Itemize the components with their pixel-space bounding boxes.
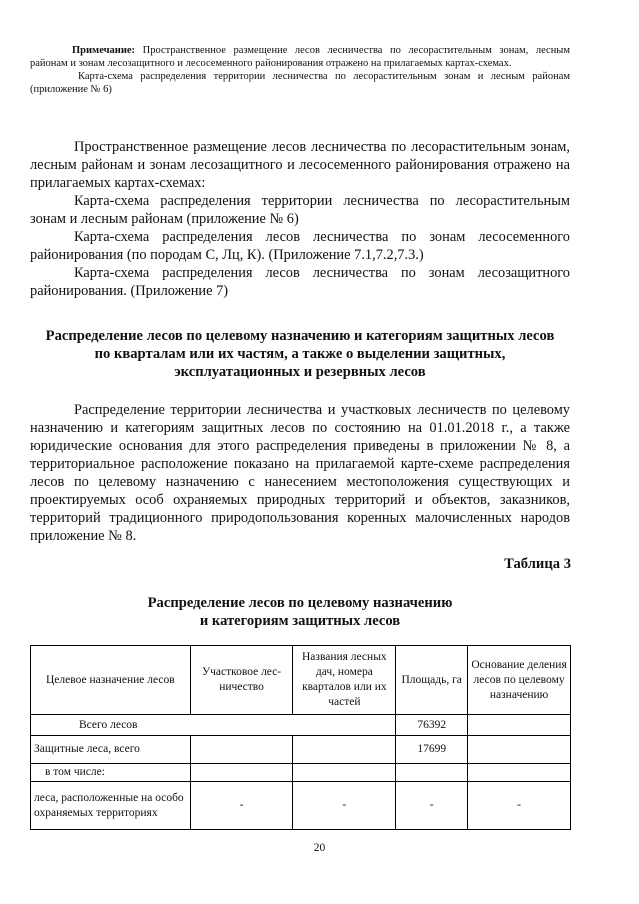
intro-paragraph-3: Карта-схема распределения лесов лесничества по зонам лесосеменного районирования (по породам С, Лц, К). (Приложение 7.1,7.2,7.3.) <box>30 229 570 263</box>
section-heading-line-2: по кварталам или их частям, а также о выделении защитных, <box>94 346 506 362</box>
section-heading-line-3: эксплуатационных и резервных лесов <box>174 364 426 380</box>
note-block <box>30 44 570 96</box>
table-row <box>31 764 571 782</box>
intro-block <box>30 138 570 300</box>
page-number: 20 <box>313 842 326 854</box>
oopt-district: - <box>190 782 293 830</box>
total-basis <box>468 715 571 736</box>
including-basis <box>468 764 571 782</box>
header-area: Площадь, га <box>396 646 468 715</box>
including-area <box>396 764 468 782</box>
including-district <box>190 764 293 782</box>
including-dachas <box>293 764 396 782</box>
intro-paragraph-2: Карта-схема распределения территории лесничества по лесорастительным зонам и лесным районам (приложение № 6) <box>30 193 570 227</box>
oopt-area: - <box>396 782 468 830</box>
note-text: Пространственное размещение лесов лесничества по лесорастительным зонам, лесным районам и зонам лесозащитного и лесосеменного районирования отражено на прилагаемых картах-схемах. <box>30 45 571 69</box>
section-paragraph: Распределение территории лесничества и участковых лесничеств по целевому назначению и категориям защитных лесов по состоянию на 01.01.2018 г., а также юридические основания для этого распределения приведены в приложении № 8, а территориальное расположение показано на прилагаемой карте-схеме распределения лесов по целевому назначению с нанесением местоположения существующих и проектируемых особ охраняемых природных территорий и объектов, заказников, территорий традиционного природопользования коренных малочисленных народов приложение № 8. <box>30 402 570 544</box>
header-district: Участковое лес-ничество <box>190 646 293 715</box>
protective-basis <box>468 736 571 764</box>
protective-label: Защитные леса, всего <box>31 736 191 764</box>
table-row <box>31 715 571 736</box>
forest-distribution-table <box>30 645 571 830</box>
oopt-label: леса, расположенные на особо охраняемых территориях <box>31 782 191 830</box>
table-header-row <box>31 646 571 715</box>
oopt-dachas: - <box>293 782 396 830</box>
note-label: Примечание: <box>72 45 136 56</box>
table-row <box>31 736 571 764</box>
section-paragraph-block <box>30 401 570 545</box>
including-label: в том числе: <box>31 764 191 782</box>
section-heading-line-1: Распределение лесов по целевому назначению и категориям защитных лесов <box>45 328 555 344</box>
note-map-line: Карта-схема распределения территории лесничества по лесорастительным зонам и лесным районам (приложение № 6) <box>30 71 570 95</box>
table-title-line-2: и категориям защитных лесов <box>199 613 401 629</box>
intro-paragraph-4: Карта-схема распределения лесов лесничества по зонам лесозащитного районирования. (Приложение 7) <box>30 265 570 299</box>
note-paragraph <box>30 44 570 70</box>
table-title <box>30 594 570 630</box>
protective-dachas <box>293 736 396 764</box>
oopt-basis: - <box>468 782 571 830</box>
table-title-line-1: Распределение лесов по целевому назначению <box>147 595 453 611</box>
total-label: Всего лесов <box>31 715 396 736</box>
intro-paragraph-1: Пространственное размещение лесов лесничества по лесорастительным зонам, лесным районам и зонам лесозащитного и лесосеменного районирования отражено на прилагаемых картах-схемах: <box>30 139 570 191</box>
header-purpose: Целевое назначение лесов <box>31 646 191 715</box>
table-row <box>31 782 571 830</box>
total-area: 76392 <box>396 715 468 736</box>
table-number: Таблица 3 <box>504 556 571 572</box>
protective-area: 17699 <box>396 736 468 764</box>
protective-district <box>190 736 293 764</box>
header-basis: Основание деления лесов по целевому назначению <box>468 646 571 715</box>
section-heading <box>30 327 570 381</box>
header-dachas: Названия лесных дач, номера кварталов или их частей <box>293 646 396 715</box>
